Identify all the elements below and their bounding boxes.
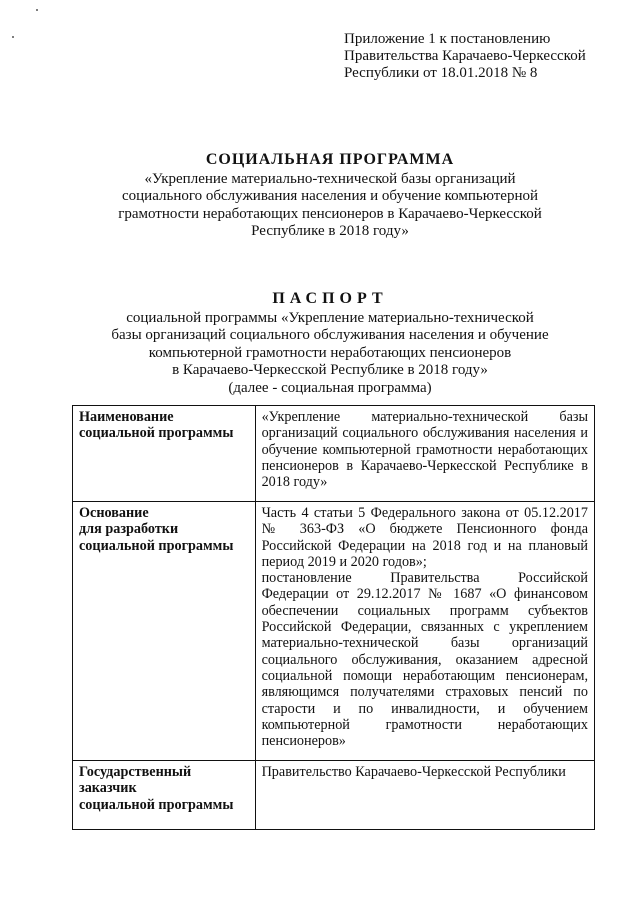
label-line: заказчик [79,780,137,797]
scan-speck [12,36,14,38]
program-heading: СОЦИАЛЬНАЯ ПРОГРАММА [205,151,455,168]
passport-heading: ПАСПОРТ [272,290,388,307]
passport-table [72,405,595,830]
label-line: социальной программы [79,796,234,813]
program-title-line: грамотности неработающих пенсионеров в Карачаево-Черкесской [118,205,542,222]
passport-title-line: в Карачаево-Черкесской Республике в 2018 году» [172,362,488,378]
appendix-line: Приложение 1 к постановлению [344,31,551,47]
row-value-cell [255,406,594,502]
passport-title-block [60,290,600,397]
row-label-cell [73,761,256,830]
passport-title-line: базы организаций социального обслуживания населения и обучение [111,327,549,343]
appendix-line: Республики от 18.01.2018 № 8 [344,65,538,81]
label-line: Наименование [79,409,174,425]
label-line: социальной программы [79,425,234,442]
program-title-block [60,151,600,241]
program-title-line: социального обслуживания населения и обучение компьютерной [121,188,538,204]
value-paragraph: Часть 4 статьи 5 Федерального закона от 05.12.2017 № 363-ФЗ «О бюджете Пенсионного фонда Российской Федерации на 2018 год и на плановый период 2019 и 2020 годов»; [261,505,588,570]
row-label-cell [73,406,256,502]
table-row [73,502,595,761]
passport-title-line: (далее - социальная программа) [228,379,432,396]
row-label-cell [73,502,256,761]
value-paragraph: постановление Правительства Российской Федерации от 29.12.2017 № 1687 «О финансовом обеспечении социальных программ субъектов Российской Федерации, связанных с укреплением материально-технической базы организаций социального обслуживания, оказанием адресной социальной помощи неработающим пенсионерам, являющимся получателями страховых пенсий по старости и по инвалидности, и обучением компьютерной грамотности неработающих пенсионеров» [261,570,588,750]
scan-speck [36,9,38,11]
program-title-line: Республике в 2018 году» [251,223,409,239]
appendix-line: Правительства Карачаево-Черкесской [344,48,586,64]
value-paragraph: «Укрепление материально-технической базы организаций социального обслуживания населения и обучение компьютерной грамотности неработающих пенсионеров в Карачаево-Черкесской Республике в 2018 году» [261,409,588,491]
table-row [73,761,595,830]
label-line: Государственный [79,764,192,780]
passport-title-line: компьютерной грамотности неработающих пенсионеров [148,344,512,361]
row-value-cell [255,761,594,830]
passport-title-line: социальной программы «Укрепление материально-технической [126,309,534,326]
label-line: для разработки [79,521,179,538]
label-line: социальной программы [79,537,234,554]
row-value-cell [255,502,594,761]
program-title-line: «Укрепление материально-технической базы организаций [144,170,516,187]
appendix-note [344,31,586,82]
label-line: Основание [79,505,149,521]
table-row [73,406,595,502]
value-paragraph: Правительство Карачаево-Черкесской Республики [261,764,566,780]
